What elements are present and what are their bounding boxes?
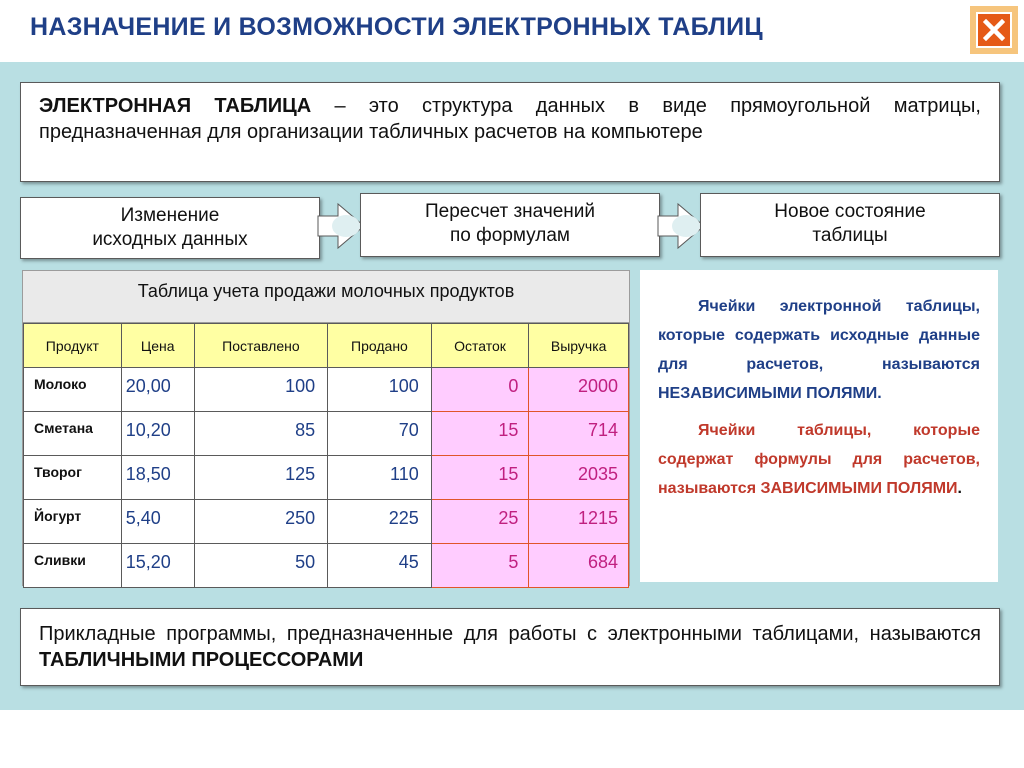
sold-cell[interactable]: 45 (328, 544, 432, 588)
column-header: Цена (121, 324, 194, 368)
remainder-cell[interactable]: 25 (431, 500, 529, 544)
price-cell[interactable]: 5,40 (121, 500, 194, 544)
fields-note (640, 270, 998, 582)
remainder-cell[interactable]: 15 (431, 456, 529, 500)
revenue-cell[interactable]: 2035 (529, 456, 629, 500)
dependent-fields-text: Ячейки таблицы, которые содержат формулы для расчетов, называются (658, 422, 980, 497)
supplied-cell[interactable]: 100 (194, 368, 328, 412)
table-row (24, 500, 629, 544)
revenue-cell[interactable]: 684 (529, 544, 629, 588)
close-icon (976, 12, 1012, 48)
definition-text: – это структура данных в виде прямоугольной матрицы, предназначенная для организации табличных расчетов на компьютере (39, 95, 981, 143)
definition-term: ЭЛЕКТРОННАЯ ТАБЛИЦА (39, 95, 312, 117)
flow-step-2-line-1: Пересчет значений (425, 201, 595, 222)
product-cell[interactable]: Молоко (24, 368, 122, 412)
column-header: Поставлено (194, 324, 328, 368)
product-cell[interactable]: Сливки (24, 544, 122, 588)
product-cell[interactable]: Йогурт (24, 500, 122, 544)
sold-cell[interactable]: 110 (328, 456, 432, 500)
flow-step-new-state (700, 193, 1000, 257)
footer-term: ТАБЛИЧНЫМИ ПРОЦЕССОРАМИ (39, 649, 364, 671)
dependent-fields-end: . (957, 480, 962, 497)
remainder-cell[interactable]: 15 (431, 412, 529, 456)
flow-step-3-line-2: таблицы (812, 225, 888, 246)
revenue-cell[interactable]: 2000 (529, 368, 629, 412)
dependent-fields-paragraph (658, 416, 980, 503)
supplied-cell[interactable]: 125 (194, 456, 328, 500)
flow-step-2-line-2: по формулам (450, 225, 570, 246)
sold-cell[interactable]: 70 (328, 412, 432, 456)
table-grid (23, 323, 629, 588)
revenue-cell[interactable]: 714 (529, 412, 629, 456)
flow-step-1-line-2: исходных данных (92, 229, 248, 250)
flow-step-3-line-1: Новое состояние (774, 201, 926, 222)
price-cell[interactable]: 20,00 (121, 368, 194, 412)
column-header: Остаток (431, 324, 529, 368)
table-row (24, 456, 629, 500)
supplied-cell[interactable]: 85 (194, 412, 328, 456)
remainder-cell[interactable]: 5 (431, 544, 529, 588)
product-cell[interactable]: Сметана (24, 412, 122, 456)
flow-step-1-line-1: Изменение (120, 205, 220, 226)
page-title: НАЗНАЧЕНИЕ И ВОЗМОЖНОСТИ ЭЛЕКТРОННЫХ ТАБЛИЦ (30, 13, 763, 41)
price-cell[interactable]: 10,20 (121, 412, 194, 456)
footer-box (20, 608, 1000, 686)
footer-text: Прикладные программы, предназначенные для работы с электронными таблицами, называются (39, 623, 981, 645)
price-cell[interactable]: 18,50 (121, 456, 194, 500)
flow-step-recalculate (360, 193, 660, 257)
close-button[interactable] (970, 6, 1018, 54)
revenue-cell[interactable]: 1215 (529, 500, 629, 544)
remainder-cell[interactable]: 0 (431, 368, 529, 412)
table-row (24, 544, 629, 588)
table-row (24, 368, 629, 412)
dependent-fields-term: ЗАВИСИМЫМИ ПОЛЯМИ (760, 480, 958, 497)
definition-box (20, 82, 1000, 182)
table-title: Таблица учета продажи молочных продуктов (23, 271, 629, 323)
table-header-row (24, 324, 629, 368)
supplied-cell[interactable]: 50 (194, 544, 328, 588)
price-cell[interactable]: 15,20 (121, 544, 194, 588)
column-header: Выручка (529, 324, 629, 368)
sales-table (22, 270, 630, 586)
sold-cell[interactable]: 100 (328, 368, 432, 412)
independent-fields-text: Ячейки электронной таблицы, которые содержать исходные данные для расчетов, называются НЕЗАВИСИМЫМИ ПОЛЯМИ. (658, 298, 980, 402)
product-cell[interactable]: Творог (24, 456, 122, 500)
table-row (24, 412, 629, 456)
sold-cell[interactable]: 225 (328, 500, 432, 544)
flow-step-change-input (20, 197, 320, 259)
column-header: Продано (328, 324, 432, 368)
supplied-cell[interactable]: 250 (194, 500, 328, 544)
column-header: Продукт (24, 324, 122, 368)
